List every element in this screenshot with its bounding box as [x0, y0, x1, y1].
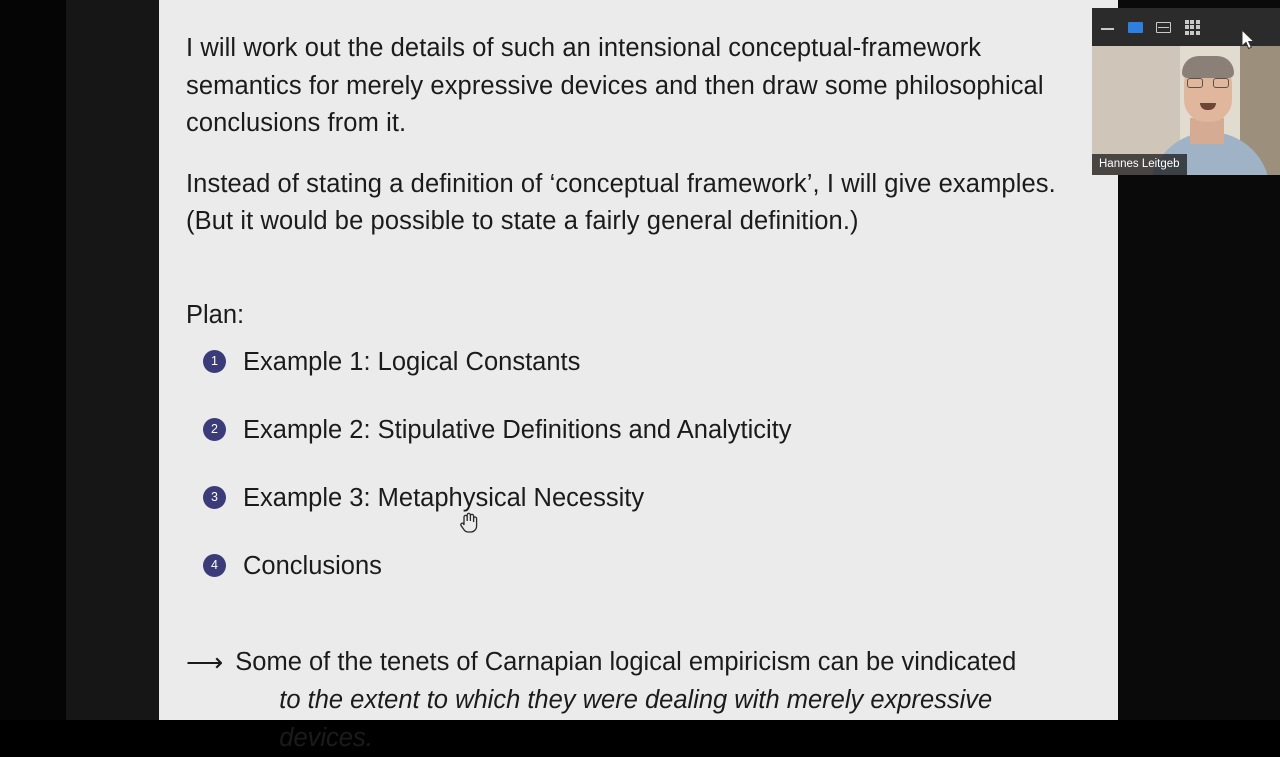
conclusion-text [235, 643, 1078, 757]
list-number-badge: 2 [203, 418, 226, 441]
plan-heading: Plan: [186, 300, 245, 329]
conclusion-line-1: Some of the tenets of Carnapian logical empiricism can be vindicated [235, 647, 1017, 676]
gallery-view-icon[interactable] [1184, 19, 1200, 35]
plan-list [186, 347, 1078, 581]
list-item-label: Example 1: Logical Constants [243, 347, 581, 376]
participant-name-label: Hannes Leitgeb [1092, 154, 1187, 175]
list-number-badge: 4 [203, 554, 226, 577]
hand-cursor-icon [458, 510, 480, 534]
list-number-badge: 3 [203, 486, 226, 509]
conclusion-block [186, 643, 1078, 757]
participant-video[interactable] [1092, 46, 1280, 175]
left-letterbox-band [66, 0, 159, 720]
list-item [186, 551, 1078, 581]
filmstrip-view-icon[interactable] [1156, 19, 1172, 35]
long-arrow-icon: ⟶ [186, 646, 224, 677]
left-edge-band [0, 0, 66, 720]
minimize-icon[interactable] [1100, 19, 1116, 35]
list-item [186, 483, 1078, 513]
list-item [186, 347, 1078, 377]
arrow-cursor-icon [1242, 30, 1256, 50]
slide-content [159, 0, 1118, 752]
list-item-label: Example 2: Stipulative Definitions and Analyticity [243, 415, 792, 444]
participant-hair [1182, 56, 1234, 78]
slide-paragraph-2: Instead of stating a definition of ‘conceptual framework’, I will give examples. (But it would be possible to state a fairly general definition.) [186, 169, 1056, 235]
list-item-label: Example 3: Metaphysical Necessity [243, 483, 645, 512]
conclusion-line-2: to the extent to which they were dealing with merely expressive devices. [279, 685, 993, 752]
list-item-label: Conclusions [243, 551, 382, 580]
list-number-badge: 1 [203, 350, 226, 373]
list-item [186, 415, 1078, 445]
glasses-icon [1187, 78, 1229, 88]
picture-in-picture-icon[interactable] [1128, 19, 1144, 35]
slide-paragraph-1: I will work out the details of such an intensional conceptual-framework semantics for merely expressive devices and then draw some philosophical conclusions from it. [186, 34, 1044, 137]
